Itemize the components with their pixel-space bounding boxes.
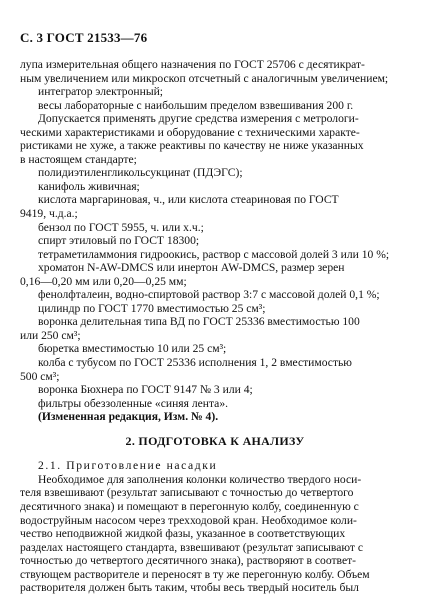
- text-line: теля взвешивают (результат записывают с точностью до четвертого: [20, 486, 354, 500]
- text-line: растворителя должен быть таким, чтобы весь твердый носитель был: [20, 581, 359, 595]
- text-line: в настоящем стандарте;: [20, 152, 137, 166]
- text-line: ристиками не хуже, а также реактивы по качеству не ниже указанных: [20, 139, 364, 153]
- text-line: чество неподвижной жидкой фазы, указанное в соответствующих: [20, 527, 346, 541]
- text-line: бюретка вместимостью 10 или 25 см³;: [38, 342, 227, 356]
- text-line: спирт этиловый по ГОСТ 18300;: [38, 234, 200, 248]
- spacer: [20, 448, 410, 459]
- text-line: Допускается применять другие средства измерения с метрологи-: [38, 112, 359, 126]
- text-line: воронка делительная типа ВД по ГОСТ 25336 вместимостью 100: [38, 315, 360, 329]
- text-line: фенолфталеин, водно-спиртовой раствор 3:7 с массовой долей 0,1 %;: [38, 288, 380, 302]
- text-line: тетраметиламмония гидроокись, раствор с массовой долей 3 или 10 %;: [38, 247, 390, 261]
- text-line: цилиндр по ГОСТ 1770 вместимостью 25 см³;: [38, 301, 266, 315]
- text-line: водоструйным насосом через трехходовой кран. Необходимое коли-: [20, 513, 357, 527]
- text-line: 9419, ч.д.а.;: [20, 207, 78, 221]
- text-line: канифоль живичная;: [38, 179, 140, 193]
- text-line: разделах настоящего стандарта, взвешивают (результат записывают с: [20, 540, 363, 554]
- text-line: колба с тубусом по ГОСТ 25336 исполнения 1, 2 вместимостью: [38, 356, 352, 370]
- document-body: [20, 58, 410, 595]
- text-line: ным увеличением или микроскоп отсчетный с аналогичным увеличением;: [20, 71, 389, 85]
- text-line: 0,16—0,20 мм или 0,20—0,25 мм;: [20, 274, 187, 288]
- text-line: ческими характеристиками и оборудование с техническими характе-: [20, 125, 360, 139]
- text-line: ствующем растворителе и переносят в ту же перегонную колбу. Объем: [20, 567, 370, 581]
- text-line: Необходимое для заполнения колонки количество твердого носи-: [38, 472, 362, 486]
- text-line: полидиэтиленгликольсукцинат (ПДЭГС);: [38, 166, 243, 180]
- subsection-heading: 2.1. Приготовление насадки: [38, 459, 218, 473]
- text-line: хроматон N-AW-DMCS или инертон AW-DMCS, размер зерен: [38, 261, 345, 275]
- amendment-note: (Измененная редакция, Изм. № 4).: [38, 410, 219, 424]
- text-line: фильтры обеззоленные «синяя лента».: [38, 396, 229, 410]
- text-line: весы лабораторные с наибольшим пределом взвешивания 200 г.: [38, 98, 354, 112]
- text-line: кислота маргариновая, ч., или кислота стеариновая по ГОСТ: [38, 193, 339, 207]
- page-header: С. 3 ГОСТ 21533—76: [20, 30, 148, 45]
- text-line: десятичного знака) и помещают в перегонную колбу, соединенную с: [20, 499, 359, 513]
- text-line: или 250 см³;: [20, 328, 81, 342]
- text-line: точностью до четвертого десятичного знака), растворяют в соответ-: [20, 554, 357, 568]
- text-line: лупа измерительная общего назначения по ГОСТ 25706 с десятикрат-: [20, 58, 365, 71]
- text-line: 500 см³;: [20, 369, 60, 383]
- section-heading: 2. ПОДГОТОВКА К АНАЛИЗУ: [125, 433, 305, 448]
- text-line: бензол по ГОСТ 5955, ч. или х.ч.;: [38, 220, 204, 234]
- text-line: интегратор электронный;: [38, 85, 164, 99]
- text-line: воронка Бюхнера по ГОСТ 9147 № 3 или 4;: [38, 383, 253, 397]
